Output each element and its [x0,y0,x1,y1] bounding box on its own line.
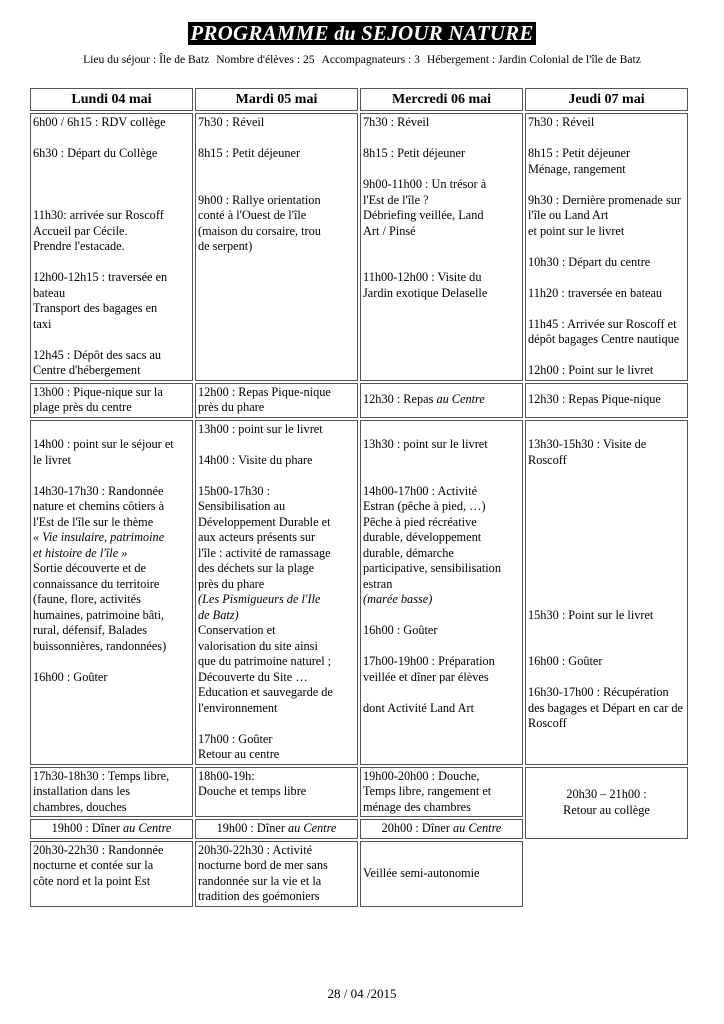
evening-row [30,767,688,818]
cell-mercredi-afternoon [360,420,523,765]
text-line: aux acteurs présents sur [198,530,316,544]
line-spacer [198,162,355,178]
text-line: 10h30 : Départ du centre [528,254,651,269]
text-line: nature et chemins côtiers à [33,499,165,513]
text-line: 20h30-22h30 : Activité [198,842,313,857]
page-title [188,22,535,45]
line-spacer [528,515,685,531]
line-spacer [198,177,355,193]
text-line: (Les Pismigueurs de l'Ile [198,592,321,606]
line-spacer [528,546,685,562]
line-spacer [528,301,685,317]
line-spacer [528,468,685,484]
line-spacer [33,193,190,209]
text-line: ménage des chambres [363,799,471,814]
text-line: 17h00 : Goûter [198,731,273,746]
line-spacer [528,484,685,500]
text-line: Développement Durable et [198,514,331,529]
cell-mercredi-evening [360,767,523,818]
text-line: 6h30 : Départ du Collège [33,146,158,160]
line-spacer [528,422,685,438]
text-line: 16h00 : Goûter [363,623,438,637]
text: 12h30 : Repas [363,392,437,407]
text-line: 14h00-17h00 : Activité [363,483,478,498]
text-line: 15h30 : Point sur le livret [528,607,654,622]
text-line: le livret [33,452,71,467]
text-line: et histoire de l'île » [33,545,128,560]
block-italic [33,530,190,561]
cell-mercredi-night: Veillée semi-autonomie [360,841,523,907]
text-line: bateau [33,285,66,300]
text-line: l'Est de l'île ? [363,192,429,207]
block [363,422,520,593]
text-line: Retour au centre [198,747,280,761]
text-italic: au Centre [123,821,172,835]
cell-mardi-morning [195,113,358,381]
text-line: Transport des bagages en [33,301,158,315]
line-spacer [528,270,685,286]
text-line: l'île ou Land Art [528,208,609,222]
text-line: Sortie découverte et de [33,561,147,575]
day-header: Lundi 04 mai [30,88,193,111]
text-line: Sensibilisation au [198,499,286,513]
text-line: 11h00-12h00 : Visite du [363,270,482,284]
title-part1: PROGRAMME [190,21,335,45]
info-eleves: Nombre d'élèves : 25 [216,53,315,66]
text-line: près du phare [198,400,265,414]
text-line: 16h30-17h00 : Récupération [528,685,669,699]
text-line: des déchets sur la plage [198,561,315,575]
text-line: Débriefing veillée, Land [363,208,484,222]
text-line: 14h00 : point sur le séjour et [33,437,174,451]
block-italic [363,592,520,608]
text-line: tradition des goémoniers [198,889,320,903]
text-line: rural, défensif, Balades [33,623,148,637]
text-line: nocturne bord de mer sans [198,858,328,872]
text-line: Douche et temps libre [198,784,307,798]
text-line: l'Est de l'île sur le thème [33,514,154,529]
line-spacer [363,608,520,624]
text-line: Estran (pêche à pied, …) [363,499,486,513]
text-line: durable, démarche [363,545,454,560]
text-line: plage près du centre [33,400,132,414]
line-spacer [528,670,685,686]
text-line: 13h00 : point sur le livret [198,421,323,436]
text-line: (maison du corsaire, trou [198,223,321,238]
line-spacer [33,422,190,438]
text-line: randonnée sur la vie et la [198,873,322,888]
line-spacer [363,685,520,701]
line-spacer [528,499,685,515]
text-line: 13h30 : point sur le livret [363,437,488,451]
text-line: participative, sensibilisation [363,561,501,575]
line-spacer [363,131,520,147]
text-line: Temps libre, rangement et [363,784,492,798]
text-line: 9h00 : Rallye orientation [198,192,321,207]
line-spacer [528,530,685,546]
text-line: nocturne et contée sur la [33,858,154,872]
text-line: installation dans les [33,784,130,798]
title-part3: SEJOUR NATURE [355,21,534,45]
text-line: conté à l'Ouest de l'île [198,208,307,222]
text-line: Découverte du Site … [198,669,308,684]
cell-mercredi-dinner [360,819,523,839]
cell-mardi-night [195,841,358,907]
text-line: 18h00-19h: [198,768,255,783]
text-line: Pêche à pied récréative [363,514,477,529]
text-line: Jardin exotique Delaselle [363,285,488,300]
text: 19h00 : Dîner [51,821,123,835]
text-italic: au Centre [453,821,502,835]
text-line: 17h00-19h00 : Préparation [363,654,495,668]
info-line [0,53,724,66]
text-line: taxi [33,316,52,331]
line-spacer [33,332,190,348]
text-line: Retour au collège [563,802,650,817]
text-line: 16h00 : Goûter [528,654,603,668]
line-spacer [363,453,520,469]
text-line: que du patrimoine naturel ; [198,654,332,668]
line-spacer [33,468,190,484]
text-line: 12h45 : Dépôt des sacs au [33,347,162,362]
text-line: 11h20 : traversée en bateau [528,285,663,300]
line-spacer [33,131,190,147]
text-line: 8h15 : Petit déjeuner [198,146,301,160]
afternoon-row [30,420,688,765]
text-line: (faune, flore, activités [33,592,141,606]
day-header: Mercredi 06 mai [360,88,523,111]
line-spacer [198,437,355,453]
text-line: Centre d'hébergement [33,363,141,377]
line-spacer [363,422,520,438]
line-spacer [528,177,685,193]
block [33,561,190,685]
text-line: estran [363,576,393,591]
line-spacer [363,255,520,271]
text-line: dont Activité Land Art [363,700,474,715]
text-line: 16h00 : Goûter [33,669,108,684]
text-line: côte nord et la point Est [33,873,151,888]
cell-jeudi-afternoon [525,420,688,765]
text-line: de Batz) [198,607,239,622]
text-line: 19h00-20h00 : Douche, [363,768,480,783]
text-line: 8h15 : Petit déjeuner [363,146,466,160]
line-spacer [33,162,190,178]
info-hebergement: Hébergement : Jardin Colonial de l'île de Batz [426,53,641,66]
line-spacer [363,468,520,484]
text-line: 7h30 : Réveil [528,115,595,129]
cell-lundi-afternoon [30,420,193,765]
day-header: Jeudi 07 mai [525,88,688,111]
text-line: 14h00 : Visite du phare [198,452,313,467]
text-line: connaissance du territoire [33,576,160,591]
text: 19h00 : Dîner [216,821,288,835]
text-line: de serpent) [198,239,253,253]
line-spacer [363,639,520,655]
info-accompagnateurs: Accompagnateurs : 3 [321,53,420,66]
text-line: Roscoff [528,716,567,730]
line-spacer [528,131,685,147]
text-line: 8h15 : Petit déjeuner [528,146,631,160]
line-spacer [198,468,355,484]
line-spacer [33,654,190,670]
text-line: 12h00-12h15 : traversée en [33,270,168,284]
text-line: 17h30-18h30 : Temps libre, [33,768,170,783]
line-spacer [528,561,685,577]
text-line: 15h00-17h30 : [198,483,271,498]
line-spacer [198,131,355,147]
text-line: 11h30: arrivée sur Roscoff [33,208,164,222]
text-line: des bagages et Départ en car de [528,700,683,715]
text-line: Accueil par Cécile. [33,223,128,238]
text-line: Art / Pinsé [363,223,416,238]
text-italic: au Centre [288,821,337,835]
page-date: 28 / 04 /2015 [327,986,397,1001]
text-line: 11h45 : Arrivée sur Roscoff et [528,316,677,331]
text-line: Education et sauvegarde de [198,685,333,699]
text-line: 7h30 : Réveil [363,115,430,129]
text-line: chambres, douches [33,799,127,814]
line-spacer [528,639,685,655]
text-italic: au Centre [436,392,485,407]
text-line: près du phare [198,576,265,591]
block [198,422,355,593]
text-line: Conservation et [198,623,276,637]
cell-jeudi-morning [525,113,688,381]
block [198,623,355,763]
cell-mercredi-morning [360,113,523,381]
cell-lundi-evening [30,767,193,818]
line-spacer [528,592,685,608]
cell-jeudi-lunch: 12h30 : Repas Pique-nique [525,383,688,418]
text-line: 20h30 – 21h00 : [566,787,647,801]
block [33,422,190,531]
text-line: 12h00 : Repas Pique-nique [198,384,331,399]
text-line: 12h00 : Point sur le livret [528,363,654,377]
programme-table [28,86,690,909]
title-part2: du [334,23,356,45]
cell-lundi-morning [30,113,193,381]
night-row [30,841,688,907]
cell-mardi-evening [195,767,358,818]
text-line: 9h30 : Dernière promenade sur [528,192,681,207]
line-spacer [528,623,685,639]
morning-row [30,113,688,381]
text-line: (marée basse) [363,592,433,606]
line-spacer [363,239,520,255]
line-spacer [363,162,520,178]
info-lieu: Lieu du séjour : Île de Batz [83,53,210,66]
text-line: dépôt bagages Centre nautique [528,332,680,346]
block [363,608,520,717]
title-wrap [0,22,724,45]
text-line: veillée et dîner par élèves [363,669,489,684]
cell-jeudi-return [525,767,688,839]
line-spacer [528,239,685,255]
text-line: 7h30 : Réveil [198,115,265,129]
line-spacer [198,716,355,732]
text-line: l'environnement [198,700,278,715]
text-line: valorisation du site ainsi [198,638,318,653]
cell-mardi-lunch [195,383,358,418]
text-line: 20h30-22h30 : Randonnée [33,842,164,857]
text-line: buissonnières, randonnées) [33,638,167,653]
text-line: Roscoff [528,452,567,467]
text-line: Ménage, rangement [528,161,626,176]
cell-mardi-dinner [195,819,358,839]
text-line: et point sur le livret [528,223,625,238]
cell-lundi-night [30,841,193,907]
text-line: 13h30-15h30 : Visite de [528,437,647,451]
line-spacer [33,255,190,271]
text-line: 6h00 / 6h15 : RDV collège [33,115,166,129]
text-line: 9h00-11h00 : Un trésor à [363,177,487,191]
cell-lundi-dinner [30,819,193,839]
text-line: 14h30-17h30 : Randonnée [33,483,164,498]
cell-mercredi-lunch [360,383,523,418]
block-italic [198,592,355,623]
text-line: durable, développement [363,530,482,544]
day-header: Mardi 05 mai [195,88,358,111]
cell-empty [525,841,688,907]
text-line: « Vie insulaire, patrimoine [33,530,165,544]
cell-mardi-afternoon [195,420,358,765]
lunch-row [30,383,688,418]
line-spacer [528,348,685,364]
line-spacer [33,177,190,193]
text-line: l'île : activité de ramassage [198,545,331,560]
text: 20h00 : Dîner [381,821,453,835]
text-line: 13h00 : Pique-nique sur la [33,384,163,399]
text-line: Prendre l'estacade. [33,239,125,253]
text-line: humaines, patrimoine bâti, [33,607,165,622]
line-spacer [528,577,685,593]
cell-lundi-lunch [30,383,193,418]
header-row [30,88,688,111]
